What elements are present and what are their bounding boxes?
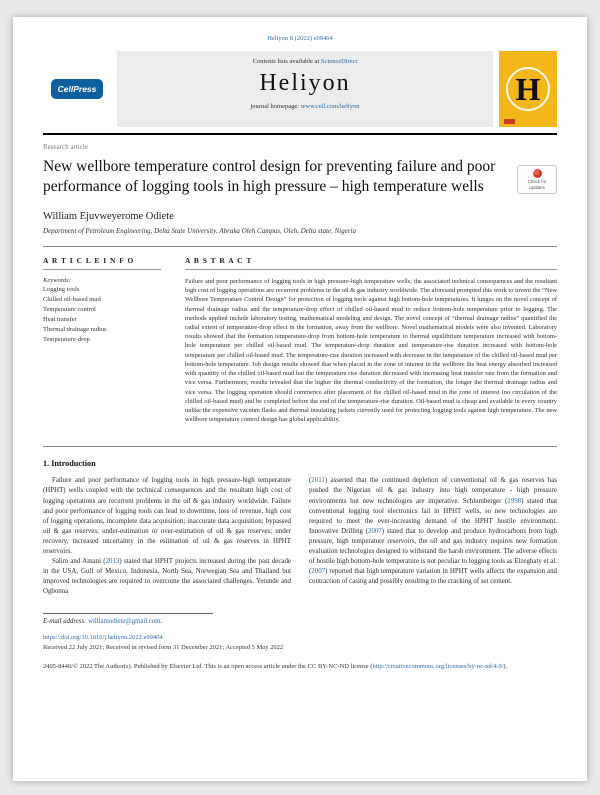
journal-banner (117, 51, 493, 127)
email-link[interactable]: williamodiete@gmail.com (88, 618, 161, 626)
citation-link[interactable]: 2007 (311, 568, 326, 576)
check-for-updates-label: Check for updates (527, 179, 547, 190)
article-info-abstract-block (43, 247, 557, 436)
intro-paragraph: Salim and Amani (2013) stated that HPHT projects increased during the past decade in the USA, Gulf of Mexico, Indonesia, North Sea, Norwegian Sea and Thailand but improved technologies are required to overcome the associated challenges. Yetunde and Ogbonna (43, 558, 291, 596)
keyword-item: Heat transfer (43, 316, 77, 324)
citation-link[interactable]: 2013 (105, 558, 120, 566)
contents-line (121, 58, 489, 65)
intro-paragraph: (2011) asserted that the continued depletion of conventional oil & gas reserves has pushed the Nigerian oil & gas industry into high temperature - high pressure environments but new technologies are imperative. Schlumberger (1998) stated that conventional logging tool electronics fail in HPHT wells, so new technologies are required to meet the ever-increasing demand of the HPHT hostile environment. Innovative Drilling (2007) stated that to develop and produce hydrocarbons from high pressure, high temperature reservoirs, the oil and gas industry requires new formation evaluation technologies designed to withstand the harsh environment. The adverse effects of hostile high bottom-hole temperature is not peculiar to logging tools as Elzeghaty et al. (2007) reported that high temperature variation in HPHT wells affects the expansion and contraction of casing and possibly resulting to the cracking of set cement. (309, 477, 558, 586)
abstract-heading: A B S T R A C T (185, 256, 557, 270)
journal-header (43, 51, 557, 127)
meta-bottom-divider (43, 446, 557, 447)
title-row (43, 157, 557, 198)
license-suffix: ). (503, 663, 508, 671)
abstract-column (185, 256, 557, 425)
keyword-item: Temperature control (43, 306, 96, 314)
heliyon-logo (499, 51, 557, 127)
body-column-left (43, 476, 291, 597)
contents-prefix: Contents lists available at (252, 58, 321, 65)
keywords-label: Keywords: (43, 276, 71, 284)
introduction-heading: 1. Introduction (43, 459, 96, 469)
keyword-item: Temperature-drop (43, 336, 90, 344)
introduction-body (43, 476, 557, 597)
license-line (43, 662, 557, 672)
abstract-text: Failure and poor performance of logging tools in high pressure-high temperature wells; the associated technical consequences and the resultant high cost of logging operations are recurrent problems in the oil & gas industry worldwide. The aforesaid prompted this work to invent the “New Wellbore Temperature Control Design” for protection of logging tools against high bottom-hole temperatures. It hinges on the novel concept of thermal drainage radius and the temperature-drop effect of chilled oil-based mud to reduce bottom-hole temperature prior to logging. The methods applied include laboratory testing, mathematical modeling and design. The novel concept of “thermal drainage radius” quantified the radial extent of temperature-drop effect in the formation, away from the wellbore. Novel mathematical models were also invented. Laboratory results showed that the formation temperature-drop from bottom-hole temperature to thermal equilibrium temperature increased with bottom-hole temperature per chilled oil-based mud. The temperature-drop duration and temperature-rise duration increased with bottom-hole temperature per chilled oil-based mud. The temperature-rise duration increased with decrease in the temperature of the chilled oil-based mud per bottom-hole temperature. Job design results showed that when placed in the zone of interest in the wellbore the heat energy absorbed increased with quantity of the chilled oil-based mud but the temperature rise duration decreased with increasing heat transfer rate from the formation and vice versa. Furthermore, results revealed that the higher the thermal conductivity of the formation, the longer the thermal drainage radius and vice versa. The logging operation should commence after placement of the chilled oil-based mud in the zone of interest (no circulation of the chilled oil-based mud) and be completed before the end of the temperature-rise duration. Oil-based mud is cheap and available in every country unlike the expensive vacuum flasks and thermal insulating jackets currently used for protecting logging tools against high temperature. The new wellbore temperature control design has global applicability. (185, 277, 557, 424)
article-info-column (43, 256, 161, 425)
author-affiliation: Department of Petroleum Engineering, Delta State University, Abraka Oleh Campus, Oleh, Delta state, Nigeria (43, 226, 357, 235)
doi-line (43, 634, 557, 641)
article-title: New wellbore temperature control design for preventing failure and poor performance of logging tools in high pressure – high temperature wells (43, 158, 496, 196)
journal-reference: Heliyon 8 (2022) e09404 (267, 35, 333, 42)
footnote-divider (43, 613, 213, 614)
homepage-prefix: journal homepage: (250, 103, 301, 110)
intro-paragraph: Failure and poor performance of logging tools in high pressure-high temperature (HPHT) wells coupled with the technical consequences and the resultant high cost of logging operations are recurrent problems in the oil & gas industry worldwide. Failure and poor performance of logging tools can lead to downtime, loss of revenue, high cost of logging operations, incomplete data acquisition; inaccurate data acquisition; bypassed oil & gas reserves; under-estimation or over-estimation of oil & gas reserves; under recovery, increased uncertainty in the estimation of oil & gas reserves in HPHT reservoirs. (43, 477, 291, 555)
citation-link[interactable]: 2007 (367, 527, 382, 535)
cellpress-logo-area (43, 51, 111, 127)
header-divider (43, 133, 557, 135)
paper-page (13, 17, 587, 781)
keyword-item: Chilled oil-based mud (43, 295, 101, 303)
doi-link[interactable]: https://doi.org/10.1016/j.heliyon.2022.e09404 (43, 634, 163, 642)
journal-title: Heliyon (259, 70, 351, 96)
license-text: 2405-8440/© 2022 The Author(s). Published by Elsevier Ltd. This is an open access article under the CC BY-NC-ND license ( (43, 663, 373, 671)
sciencedirect-link[interactable]: ScienceDirect (320, 58, 358, 65)
email-line (43, 618, 557, 625)
article-type-label: Research article (43, 143, 88, 151)
heliyon-logo-red-accent (504, 119, 515, 124)
email-suffix: . (160, 618, 163, 626)
citation-link[interactable]: 2011 (311, 477, 325, 485)
citation-link[interactable]: 1998 (507, 497, 522, 505)
received-dates: Received 22 July 2021; Received in revised form 31 December 2021; Accepted 5 May 2022 (43, 644, 284, 652)
keyword-item: Logging tools (43, 285, 80, 293)
heliyon-logo-letter: H (515, 71, 541, 107)
body-column-right (309, 476, 557, 597)
cellpress-logo[interactable]: CellPress (51, 79, 104, 99)
article-info-heading: A R T I C L E I N F O (43, 256, 161, 270)
email-label: E-mail address: (43, 618, 89, 626)
crossmark-icon (533, 169, 542, 178)
journal-homepage-link[interactable]: www.cell.com/heliyon (300, 103, 360, 110)
keyword-item: Thermal drainage radius (43, 326, 107, 334)
first-page-footnote (43, 613, 557, 672)
license-url-link[interactable]: http://creativecommons.org/licenses/by-nc-nd/4.0/ (372, 663, 504, 671)
author-name: William Ejuvweyerome Odiete (43, 210, 174, 222)
homepage-line (121, 103, 489, 110)
check-for-updates-badge[interactable] (517, 165, 557, 194)
